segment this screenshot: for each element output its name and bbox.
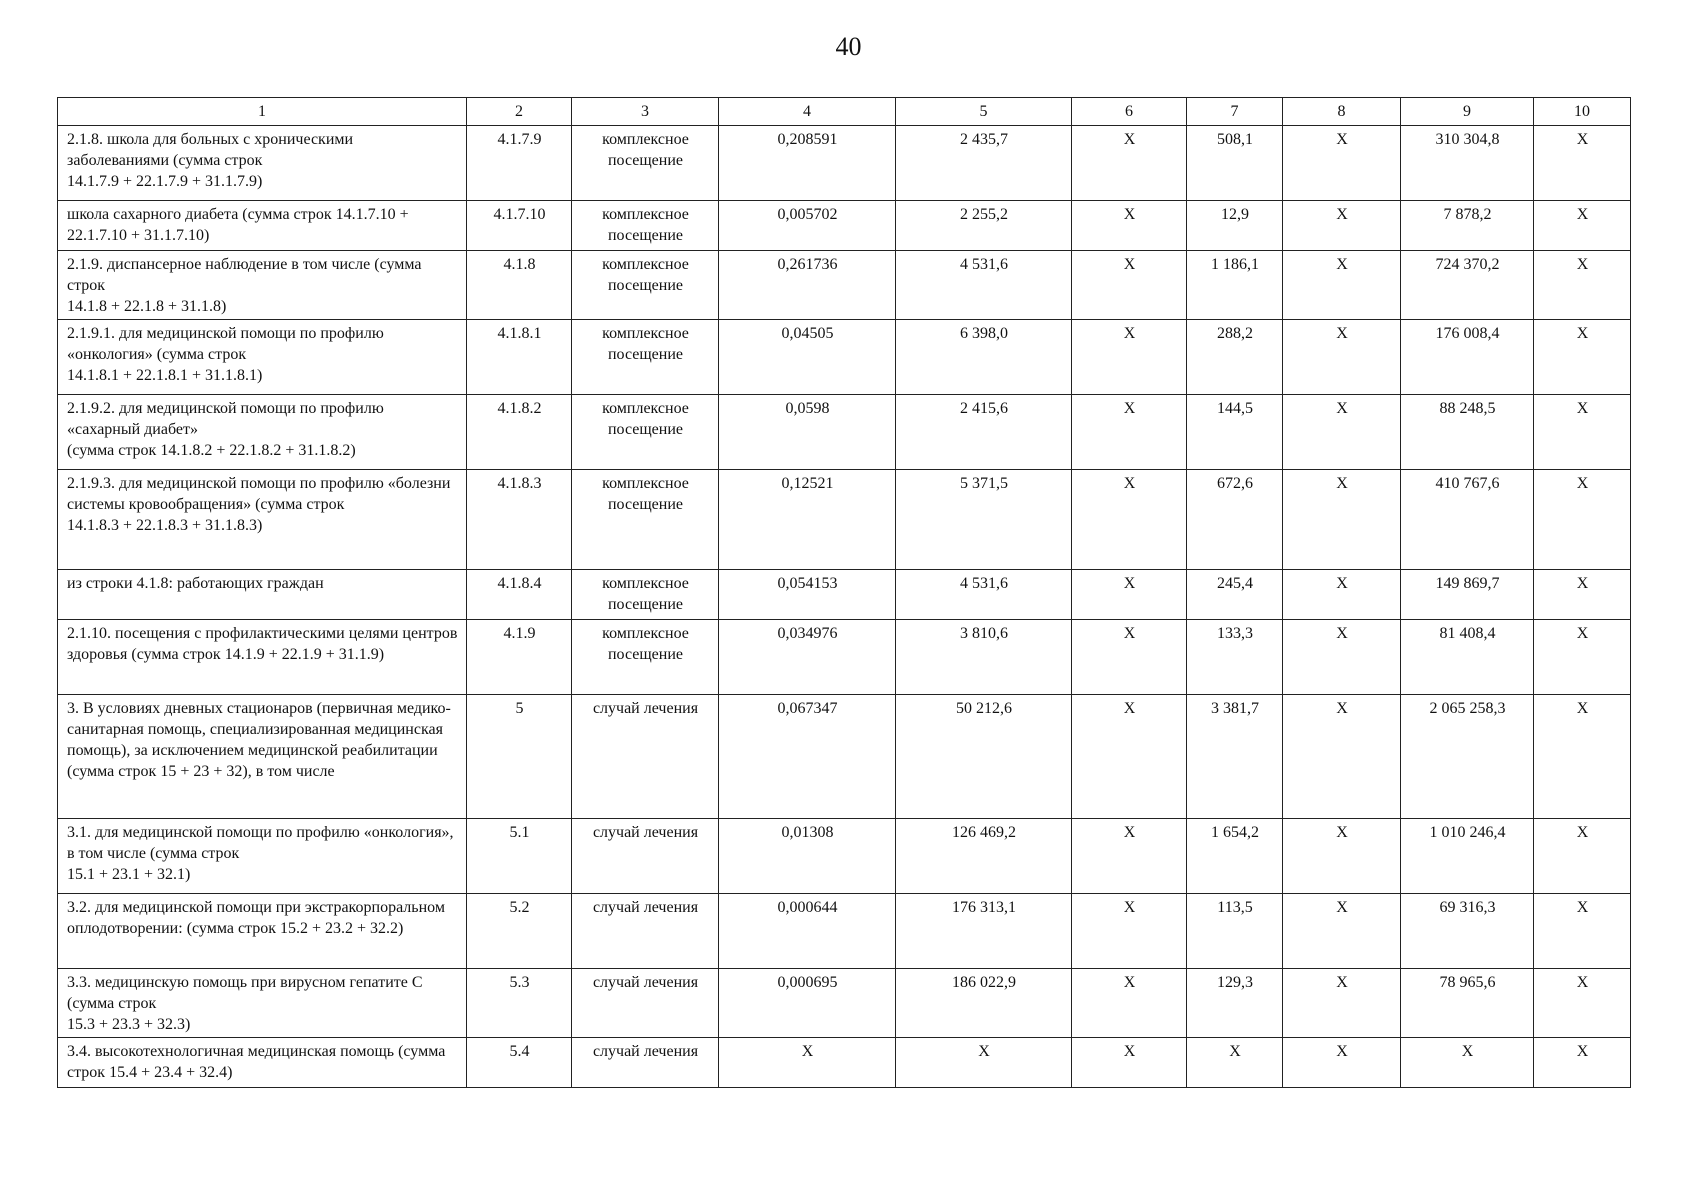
table-cell: Х (1534, 470, 1631, 570)
table-cell: Х (1072, 201, 1187, 251)
table-cell: 126 469,2 (896, 819, 1072, 894)
table-cell: 176 008,4 (1401, 320, 1534, 395)
column-header-5: 5 (896, 98, 1072, 126)
table-cell: Х (1072, 251, 1187, 320)
table-cell: Х (1534, 969, 1631, 1038)
table-cell: Х (1283, 320, 1401, 395)
table-cell: 0,12521 (719, 470, 896, 570)
table-cell: Х (1072, 819, 1187, 894)
table-cell: 5 371,5 (896, 470, 1072, 570)
table-cell: 4.1.8.4 (467, 570, 572, 620)
table-cell: 3 381,7 (1187, 695, 1283, 819)
table-cell: Х (1534, 395, 1631, 470)
table-cell: 2 415,6 (896, 395, 1072, 470)
table-cell: комплексное посещение (572, 201, 719, 251)
column-header-4: 4 (719, 98, 896, 126)
table-cell: 4 531,6 (896, 251, 1072, 320)
table-cell: 245,4 (1187, 570, 1283, 620)
table-cell: случай лечения (572, 819, 719, 894)
table-cell: 0,04505 (719, 320, 896, 395)
table-cell: 0,067347 (719, 695, 896, 819)
table-cell: 2.1.10. посещения с профилактическими целями центров здоровья (сумма строк 14.1.9 + 22.1.9 + 31.1.9) (58, 620, 467, 695)
table-cell: Х (1534, 1038, 1631, 1088)
table-row (58, 320, 1631, 395)
column-header-9: 9 (1401, 98, 1534, 126)
header-row (58, 98, 1631, 126)
table-cell: 133,3 (1187, 620, 1283, 695)
table-cell: 144,5 (1187, 395, 1283, 470)
table-cell: Х (1283, 969, 1401, 1038)
table-cell: Х (1534, 320, 1631, 395)
table-cell: 3.3. медицинскую помощь при вирусном гепатите С (сумма строк 15.3 + 23.3 + 32.3) (58, 969, 467, 1038)
table-cell: 0,034976 (719, 620, 896, 695)
table-cell: 508,1 (1187, 126, 1283, 201)
column-header-1: 1 (58, 98, 467, 126)
table-cell: Х (1283, 894, 1401, 969)
table-cell: Х (719, 1038, 896, 1088)
table-cell: случай лечения (572, 894, 719, 969)
table-cell: 2 435,7 (896, 126, 1072, 201)
table-cell: 4.1.8.3 (467, 470, 572, 570)
table-cell: 672,6 (1187, 470, 1283, 570)
table-row (58, 819, 1631, 894)
table-cell: 4 531,6 (896, 570, 1072, 620)
table-cell: 12,9 (1187, 201, 1283, 251)
table-cell: 0,01308 (719, 819, 896, 894)
table-cell: 6 398,0 (896, 320, 1072, 395)
table-cell: 81 408,4 (1401, 620, 1534, 695)
table-cell: Х (896, 1038, 1072, 1088)
table-cell: 3. В условиях дневных стационаров (первичная медико-санитарная помощь, специализированная медицинская помощь), за исключением медицинской реабилитации (сумма строк 15 + 23 + 32), в том числе (58, 695, 467, 819)
table-cell: 0,0598 (719, 395, 896, 470)
table-cell: 3.2. для медицинской помощи при экстракорпоральном оплодотворении: (сумма строк 15.2 + 23.2 + 32.2) (58, 894, 467, 969)
table-cell: 288,2 (1187, 320, 1283, 395)
table-header (58, 98, 1631, 126)
table-cell: 5 (467, 695, 572, 819)
data-table (57, 97, 1631, 1088)
table-cell: комплексное посещение (572, 470, 719, 570)
table-cell: случай лечения (572, 969, 719, 1038)
table-cell: Х (1072, 1038, 1187, 1088)
table-cell: Х (1534, 819, 1631, 894)
table-cell: 2 255,2 (896, 201, 1072, 251)
table-cell: Х (1072, 894, 1187, 969)
table-cell: Х (1072, 620, 1187, 695)
table-cell: 7 878,2 (1401, 201, 1534, 251)
table-cell: Х (1283, 570, 1401, 620)
table-cell: 50 212,6 (896, 695, 1072, 819)
table-cell: 0,261736 (719, 251, 896, 320)
table-row (58, 695, 1631, 819)
table-cell: Х (1283, 201, 1401, 251)
table-cell: 129,3 (1187, 969, 1283, 1038)
table-cell: 3 810,6 (896, 620, 1072, 695)
table-cell: 186 022,9 (896, 969, 1072, 1038)
table-cell: Х (1187, 1038, 1283, 1088)
table-cell: 4.1.9 (467, 620, 572, 695)
table-row (58, 470, 1631, 570)
table-cell: 113,5 (1187, 894, 1283, 969)
table-cell: 176 313,1 (896, 894, 1072, 969)
table-cell: 2.1.9.3. для медицинской помощи по профилю «болезни системы кровообращения» (сумма строк 14.1.8.3 + 22.1.8.3 + 31.1.8.3) (58, 470, 467, 570)
table-cell: 2.1.9.1. для медицинской помощи по профилю «онкология» (сумма строк 14.1.8.1 + 22.1.8.1 + 31.1.8.1) (58, 320, 467, 395)
table-cell: 2.1.9.2. для медицинской помощи по профилю «сахарный диабет» (сумма строк 14.1.8.2 + 22.1.8.2 + 31.1.8.2) (58, 395, 467, 470)
table-cell: 2 065 258,3 (1401, 695, 1534, 819)
column-header-8: 8 (1283, 98, 1401, 126)
table-cell: Х (1534, 894, 1631, 969)
table-cell: комплексное посещение (572, 570, 719, 620)
table-cell: Х (1283, 620, 1401, 695)
table-cell: 4.1.8 (467, 251, 572, 320)
table-cell: 1 654,2 (1187, 819, 1283, 894)
table-cell: Х (1283, 395, 1401, 470)
table-cell: 5.1 (467, 819, 572, 894)
table-cell: 149 869,7 (1401, 570, 1534, 620)
table-cell: комплексное посещение (572, 620, 719, 695)
table-row (58, 201, 1631, 251)
table-row (58, 1038, 1631, 1088)
column-header-3: 3 (572, 98, 719, 126)
table-cell: 724 370,2 (1401, 251, 1534, 320)
table-row (58, 894, 1631, 969)
table-cell: 4.1.8.2 (467, 395, 572, 470)
page-number: 40 (835, 32, 862, 61)
table-cell: 1 010 246,4 (1401, 819, 1534, 894)
table-cell: 4.1.7.10 (467, 201, 572, 251)
table-cell: 5.3 (467, 969, 572, 1038)
table-cell: Х (1072, 126, 1187, 201)
table-cell: 4.1.7.9 (467, 126, 572, 201)
table-cell: 3.4. высокотехнологичная медицинская помощь (сумма строк 15.4 + 23.4 + 32.4) (58, 1038, 467, 1088)
table-cell: Х (1072, 320, 1187, 395)
table-cell: 88 248,5 (1401, 395, 1534, 470)
table-cell: 4.1.8.1 (467, 320, 572, 395)
table-cell: случай лечения (572, 1038, 719, 1088)
column-header-10: 10 (1534, 98, 1631, 126)
table-cell: 2.1.8. школа для больных с хроническими заболеваниями (сумма строк 14.1.7.9 + 22.1.7.9 + 31.1.7.9) (58, 126, 467, 201)
table-cell: Х (1534, 251, 1631, 320)
table-body (58, 126, 1631, 1088)
table-cell: комплексное посещение (572, 251, 719, 320)
table-cell: Х (1283, 695, 1401, 819)
table-cell: комплексное посещение (572, 320, 719, 395)
table-row (58, 570, 1631, 620)
table-cell: Х (1283, 819, 1401, 894)
table-row (58, 126, 1631, 201)
table-cell: 1 186,1 (1187, 251, 1283, 320)
table-row (58, 620, 1631, 695)
table-cell: Х (1534, 201, 1631, 251)
table-cell: комплексное посещение (572, 395, 719, 470)
table-cell: Х (1534, 695, 1631, 819)
table-cell: Х (1534, 126, 1631, 201)
table-cell: Х (1072, 695, 1187, 819)
table-cell: Х (1283, 470, 1401, 570)
table-cell: 0,000695 (719, 969, 896, 1038)
table-cell: 5.4 (467, 1038, 572, 1088)
table-cell: Х (1072, 969, 1187, 1038)
table-cell: 0,054153 (719, 570, 896, 620)
table-cell: Х (1072, 570, 1187, 620)
table-cell: 310 304,8 (1401, 126, 1534, 201)
column-header-2: 2 (467, 98, 572, 126)
column-header-6: 6 (1072, 98, 1187, 126)
table-cell: 410 767,6 (1401, 470, 1534, 570)
table-cell: Х (1283, 251, 1401, 320)
table-cell: школа сахарного диабета (сумма строк 14.1.7.10 + 22.1.7.10 + 31.1.7.10) (58, 201, 467, 251)
table-cell: 3.1. для медицинской помощи по профилю «онкология», в том числе (сумма строк 15.1 + 23.1 + 32.1) (58, 819, 467, 894)
table-cell: Х (1283, 126, 1401, 201)
table-cell: 5.2 (467, 894, 572, 969)
table-cell: 2.1.9. диспансерное наблюдение в том числе (сумма строк 14.1.8 + 22.1.8 + 31.1.8) (58, 251, 467, 320)
table-cell: 69 316,3 (1401, 894, 1534, 969)
table-cell: 78 965,6 (1401, 969, 1534, 1038)
table-cell: Х (1401, 1038, 1534, 1088)
table-cell: 0,005702 (719, 201, 896, 251)
table-cell: Х (1072, 470, 1187, 570)
table-cell: Х (1534, 570, 1631, 620)
table-cell: Х (1072, 395, 1187, 470)
table-cell: комплексное посещение (572, 126, 719, 201)
column-header-7: 7 (1187, 98, 1283, 126)
table-row (58, 969, 1631, 1038)
table-row (58, 395, 1631, 470)
table-cell: случай лечения (572, 695, 719, 819)
table-row (58, 251, 1631, 320)
table-cell: 0,208591 (719, 126, 896, 201)
table-cell: из строки 4.1.8: работающих граждан (58, 570, 467, 620)
table-cell: Х (1534, 620, 1631, 695)
table-cell: 0,000644 (719, 894, 896, 969)
table-cell: Х (1283, 1038, 1401, 1088)
